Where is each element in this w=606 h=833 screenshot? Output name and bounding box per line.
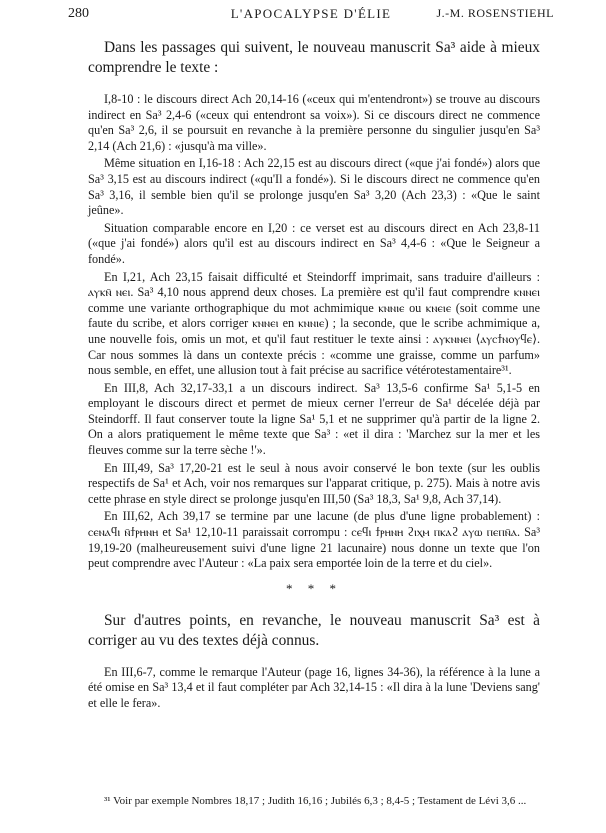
paragraph-2: Même situation en I,16-18 : Ach 22,15 est au discours direct («que j'ai fondé») alors que Sa³ 3,15 est au discours indirect («qu'Il a fondé»). Si le discours direct ne commence qu'en Sa³ 3,16, il semble bien qu'il se prolonge jusqu'en Sa³ 3,20 (Ach 23,3) : «Que le saint jeûne». xyxy=(88,156,540,218)
paragraph-1: I,8-10 : le discours direct Ach 20,14-16 («ceux qui m'entendront») se trouve au discours indirect en Sa³ 2,4-6 («ceux qui entendront sa voix»). Si ce discours direct ne commence qu'en Sa³ 2,6, il se poursuit en revanche à la première personne du singulier jusqu'en Sa³ 2,14 (Ach 21,6) : «jusqu'à ma ville». xyxy=(88,92,540,153)
page-number: 280 xyxy=(68,6,89,21)
main-text xyxy=(88,38,540,712)
section-separator: * * * xyxy=(286,580,342,596)
paragraph-6: En III,49, Sa³ 17,20-21 est le seul à nous avoir conservé le bon texte (sur les oublis respectifs de Sa¹ et Ach, voir nos remarques sur l'apparat critique, p. 275). Mais à notre avis cette phrase en style direct se prolonge jusqu'en III,50 (Sa³ 18,3, Sa¹ 9,8, Ach 37,14). xyxy=(88,460,540,506)
paragraph-4: En I,21, Ach 23,15 faisait difficulté et Steindorff imprimait, sans traduire d'ailleurs : ⲁⲩⲕⲛ̄ ⲛⲉⲓ. Sa³ 4,10 nous apprend deux choses. La première est qu'il faut comprendre ⲕⲛⲛⲉⲓ comme une variante orthographique du mot achmimique ⲕⲛⲛⲓⲉ ou ⲕⲛⲉⲓⲉ (soit comme une faute du scribe, et alors corriger ⲕⲛⲛⲉⲓ en ⲕⲛⲛⲓⲉ) ; la seconde, que le scribe achmimique a, une nouvelle fois, omis un mot, et qu'il faut restituer le texte ainsi : ⲁⲩⲕⲛⲛⲉⲓ ⟨ⲁⲩⲥϯⲛⲟⲩϥⲉ⟩. Car nous sommes là dans un contexte précis : «comme une graisse, comme un parfum» nous semble, en effet, une allusion tout à fait précise au sacrifice vétérotestamentaire³¹. xyxy=(88,269,540,378)
footnotes xyxy=(88,794,540,808)
paragraph-7: En III,62, Ach 39,17 se termine par une lacune (de plus d'une ligne probablement) : ⲥⲉⲛⲁϥⲓ ⲛ̄ϯⲣⲏⲛⲏ et Sa¹ 12,10-11 paraissait corrompu : ⲥⲉϥⲓ ϯⲣⲏⲛⲏ ϩⲓⲭⲙ ⲡⲕⲁϩ ⲁⲩⲱ ⲡⲉⲡⲛ̄ⲁ. Sa³ 19,19-20 (malheureusement suivi d'une ligne 21 lacunaire) nous donne un texte que l'on peut comprendre avec l'Auteur : «La paix sera emportée loin de la terre et du ciel». xyxy=(88,509,540,571)
footnote-31: ³¹ Voir par exemple Nombres 18,17 ; Judith 16,16 ; Jubilés 6,3 ; 8,4-5 ; Testament de Lévi 3,6 ... xyxy=(104,795,527,807)
running-author: J.-M. ROSENSTIEHL xyxy=(436,6,554,20)
closing-paragraph: En III,6-7, comme le remarque l'Auteur (page 16, lignes 34-36), la référence à la lune a été omise en Sa³ 13,4 et il faut compléter par Ach 32,14-15 : «Il dira à la lune 'Deviens sang' et elle le fera». xyxy=(88,664,540,710)
running-title: L'APOCALYPSE D'ÉLIE xyxy=(230,6,392,21)
paragraph-5: En III,8, Ach 32,17-33,1 a un discours indirect. Sa³ 13,5-6 confirme Sa¹ 5,1-5 en employant le discours direct et permet de mieux cerner l'erreur de Sa¹ décelée déjà par Steindorff. Il faut conserver toute la ligne Sa¹ 5,1 et ne supprimer qu'à partir de la ligne 2. On a alors pratiquement le même texte que Sa³ : «et il dira : 'Marchez sur la mer et les fleuves comme sur la terre sèche !'». xyxy=(88,380,540,458)
intro-paragraph: Dans les passages qui suivent, le nouveau manuscrit Sa³ aide à mieux comprendre le texte : xyxy=(88,39,540,76)
outro-paragraph: Sur d'autres points, en revanche, le nouveau manuscrit Sa³ est à corriger au vu des textes déjà connus. xyxy=(88,611,540,649)
paragraph-3: Situation comparable encore en I,20 : ce verset est au discours direct en Ach 23,8-11 («que j'ai fondé») alors qu'il est au discours indirect en Sa³ 4,4-6 : «Que le Seigneur a fondé». xyxy=(88,220,540,266)
running-header xyxy=(68,6,554,24)
